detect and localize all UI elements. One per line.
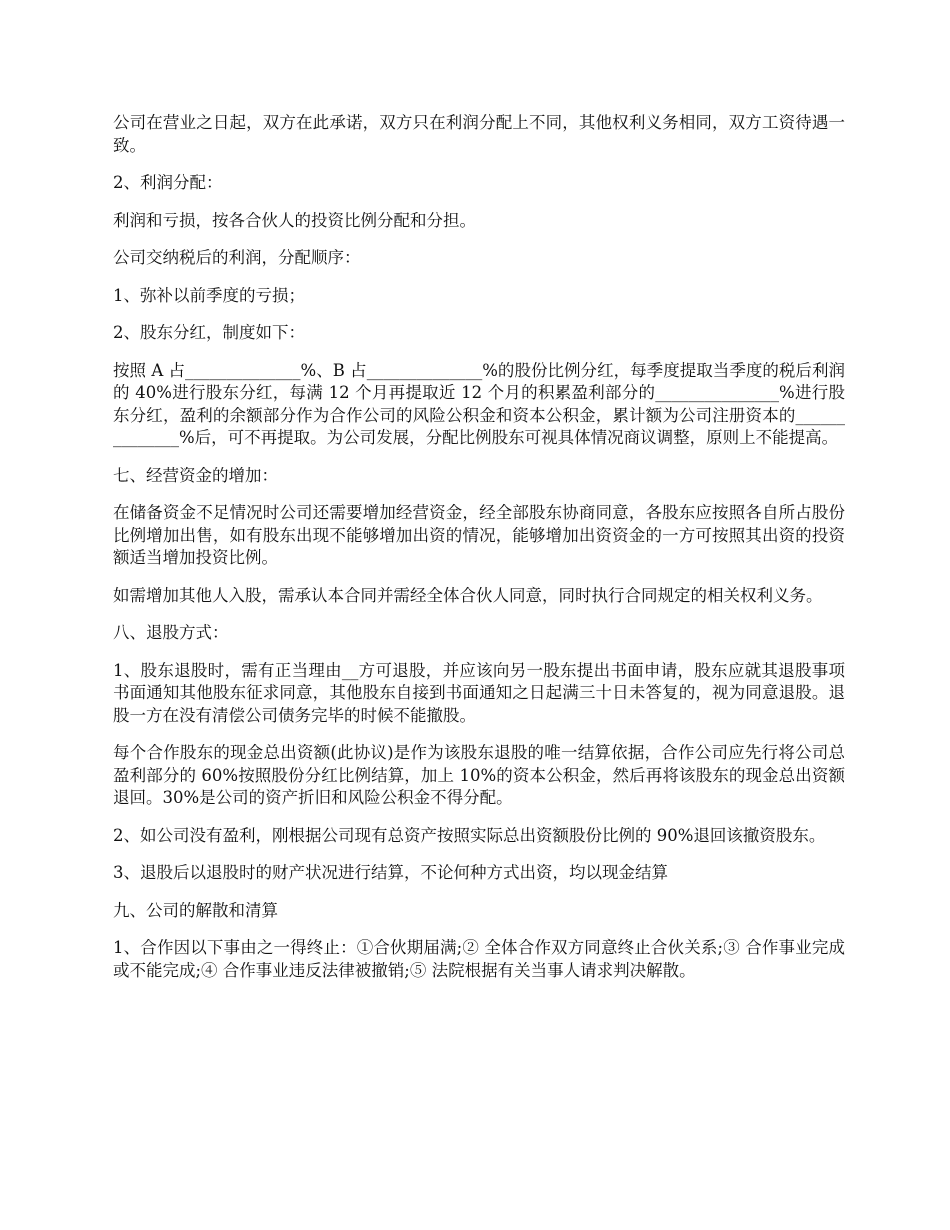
paragraph-distribution-order: 公司交纳税后的利润，分配顺序： xyxy=(113,248,361,267)
paragraph-new-partners: 如需增加其他人入股，需承认本合同并需经全体合伙人同意，同时执行合同规定的相关权利义务。 xyxy=(113,585,823,605)
paragraph-no-profit-refund: 2、如公司没有盈利，刚根据公司现有总资产按照实际总出资额股份比例的 90%退回该撤资股东。 xyxy=(113,825,826,845)
list-item-cover-losses: 1、弥补以前季度的亏损； xyxy=(113,285,305,305)
section-heading-capital-increase: 七、经营资金的增加： xyxy=(113,465,278,485)
paragraph-capital-increase: 在储备资金不足情况时公司还需要增加经营资金，经全部股东协商同意，各股东应按照各自所占股份比例增加出售，如有股东出现不能够增加出资的情况，能够增加出资资金的一方可按照其出资的投资额适当增加投资比例。 xyxy=(113,503,845,567)
section-heading-withdrawal: 八、退股方式： xyxy=(113,623,229,642)
paragraph-dividend-rules: 按照 A 占______________%、B 占______________%的股份比例分红，每季度提取当季度的税后利润的 40%进行股东分红，每满 12 个月再提取近 12 个月的积累盈利部分的_______________%进行股东分红，盈利的余额部分作为合作公司的风险公积金和资本公积金，累计额为公司注册资本的______________%后，可不再提取。为公司发展，分配比例股东可视具体情况商议调整，原则上不能提高。 xyxy=(113,360,845,447)
list-item-dividends: 2、股东分红，制度如下： xyxy=(113,323,305,342)
document-body xyxy=(113,112,845,997)
section-heading-dissolution: 九、公司的解散和清算 xyxy=(113,900,278,920)
paragraph-profit-loss: 利润和亏损，按各合伙人的投资比例分配和分担。 xyxy=(113,210,476,230)
paragraph-termination-causes: 1、合作因以下事由之一得终止：①合伙期届满;② 全体合作双方同意终止合伙关系;③ 合作事业完成或不能完成;④ 合作事业违反法律被撤销;⑤ 法院根据有关当事人请求判决解散。 xyxy=(113,938,845,980)
heading-profit-distribution: 2、利润分配： xyxy=(113,173,223,192)
paragraph-equal-rights: 公司在营业之日起，双方在此承诺，双方只在利润分配上不同，其他权利义务相同，双方工资待遇一致。 xyxy=(113,113,845,155)
paragraph-cash-settlement: 3、退股后以退股时的财产状况进行结算，不论何种方式出资，均以现金结算 xyxy=(113,863,668,882)
paragraph-withdrawal-settlement: 每个合作股东的现金总出资额(此协议)是作为该股东退股的唯一结算依据，合作公司应先行将公司总盈利部分的 60%按照股份分红比例结算，加上 10%的资本公积金，然后再将该股东的现金总出资额退回。30%是公司的资产折旧和风险公积金不得分配。 xyxy=(113,743,845,807)
paragraph-withdrawal-procedure: 1、股东退股时，需有正当理由__方可退股，并应该向另一股东提出书面申请，股东应就其退股事项书面通知其他股东征求同意，其他股东自接到书面通知之日起满三十日未答复的，视为同意退股。退股一方在没有清偿公司债务完毕的时候不能撤股。 xyxy=(113,660,845,725)
